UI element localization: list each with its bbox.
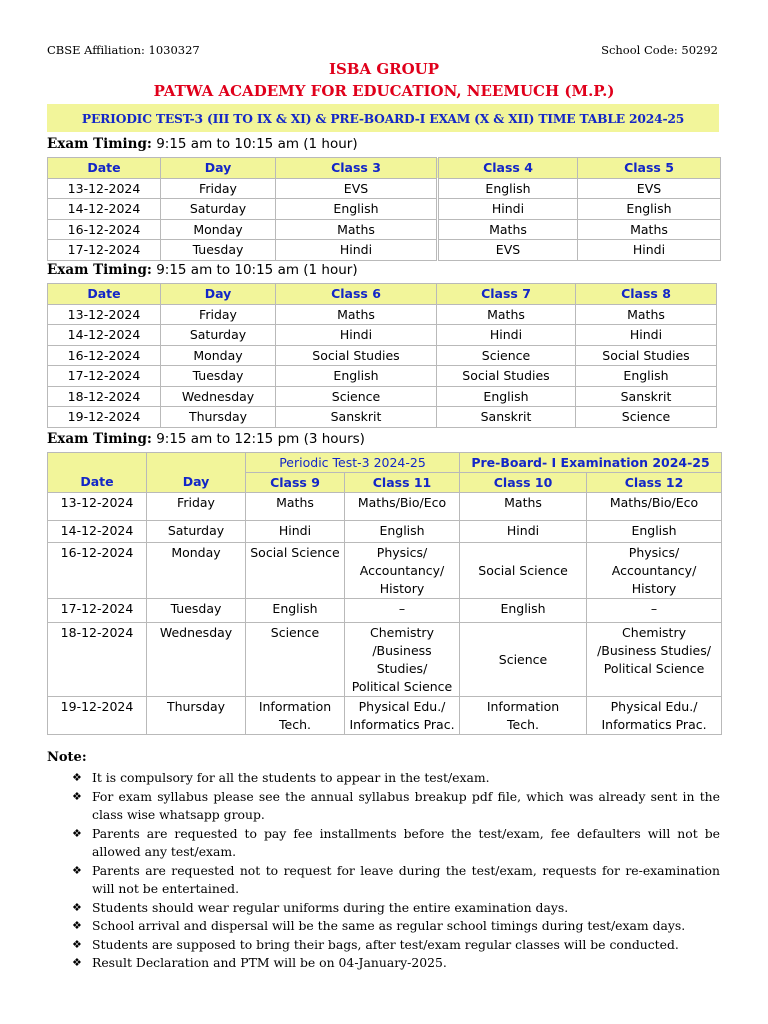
timetable-banner: PERIODIC TEST-3 (III TO IX & XI) & PRE-BOARD-I EXAM (X & XII) TIME TABLE 2024-25 bbox=[47, 104, 719, 132]
table-cell: English bbox=[460, 599, 587, 623]
note-text: Parents are requested not to request for leave during the test/exam, requests for re-examination will not be entertained. bbox=[92, 862, 720, 896]
note-text: Students should wear regular uniforms during the entire examination days. bbox=[92, 899, 569, 915]
table-cell: English bbox=[578, 199, 721, 220]
table-group-header-row bbox=[48, 453, 722, 473]
column-header: Day bbox=[161, 284, 276, 305]
table-cell: 13-12-2024 bbox=[48, 493, 147, 521]
table-row bbox=[48, 325, 717, 346]
table-cell: Saturday bbox=[161, 199, 276, 220]
column-header: Class 6 bbox=[276, 284, 437, 305]
table-cell: Science bbox=[437, 345, 576, 366]
bullet-icon: ❖ bbox=[72, 937, 82, 951]
table-cell: Hindi bbox=[438, 199, 578, 220]
table-row bbox=[48, 386, 717, 407]
list-item bbox=[72, 917, 720, 936]
exam-timing-value: 9:15 am to 12:15 pm (3 hours) bbox=[156, 431, 365, 447]
table-cell: Social Studies bbox=[276, 345, 437, 366]
table-row bbox=[48, 219, 721, 240]
column-header: Class 10 bbox=[460, 473, 587, 493]
table-cell: 19-12-2024 bbox=[48, 697, 147, 735]
table-row bbox=[48, 240, 721, 261]
table-cell: Hindi bbox=[276, 325, 437, 346]
table-row bbox=[48, 407, 717, 428]
timetable-classes-9-12 bbox=[47, 452, 722, 735]
exam-timing-label: Exam Timing: bbox=[47, 136, 152, 152]
table-cell: 14-12-2024 bbox=[48, 325, 161, 346]
table-cell: – bbox=[345, 599, 460, 623]
note-text: It is compulsory for all the students to appear in the test/exam. bbox=[92, 770, 490, 785]
table-cell: Monday bbox=[161, 345, 276, 366]
table-cell: Thursday bbox=[161, 407, 276, 428]
column-header: Day bbox=[161, 158, 276, 179]
table-cell: Information Tech. bbox=[460, 697, 587, 735]
table-cell: Maths bbox=[276, 219, 438, 240]
table-cell: Monday bbox=[147, 543, 246, 599]
table-cell: English bbox=[276, 366, 437, 387]
table-row bbox=[48, 599, 722, 623]
exam-timing-label: Exam Timing: bbox=[47, 431, 152, 447]
table-cell: Maths bbox=[576, 304, 717, 325]
table-cell: Wednesday bbox=[147, 623, 246, 697]
table-cell: English bbox=[576, 366, 717, 387]
table-cell: Physics/ Accountancy/ History bbox=[345, 543, 460, 599]
table-cell: English bbox=[587, 521, 722, 543]
group-header-pre-board: Pre-Board- I Examination 2024-25 bbox=[460, 453, 722, 473]
table-cell: Information Tech. bbox=[246, 697, 345, 735]
school-name: PATWA ACADEMY FOR EDUCATION, NEEMUCH (M.P.) bbox=[153, 82, 615, 100]
exam-timing-value: 9:15 am to 10:15 am (1 hour) bbox=[156, 262, 358, 278]
table-cell: 16-12-2024 bbox=[48, 543, 147, 599]
table-row bbox=[48, 345, 717, 366]
table-cell: Maths bbox=[246, 493, 345, 521]
table-cell: 16-12-2024 bbox=[48, 345, 161, 366]
note-text: Parents are requested to pay fee installments before the test/exam, fee defaulters will not be allowed any test/exam. bbox=[92, 825, 720, 859]
table-cell: Maths bbox=[578, 219, 721, 240]
column-header: Class 7 bbox=[437, 284, 576, 305]
table-row bbox=[48, 304, 717, 325]
table-cell: 18-12-2024 bbox=[48, 623, 147, 697]
table-cell: Hindi bbox=[460, 521, 587, 543]
school-code: School Code: 50292 bbox=[601, 43, 718, 57]
table-cell: Thursday bbox=[147, 697, 246, 735]
list-item bbox=[72, 936, 720, 955]
bullet-icon: ❖ bbox=[72, 919, 82, 932]
table-cell: Physical Edu./ Informatics Prac. bbox=[345, 697, 460, 735]
table-cell: 17-12-2024 bbox=[48, 366, 161, 387]
table-cell: Maths/Bio/Eco bbox=[587, 493, 722, 521]
exam-timing-3 bbox=[47, 431, 365, 447]
table-row bbox=[48, 521, 722, 543]
column-header: Day bbox=[147, 453, 246, 493]
table-cell: Social Studies bbox=[576, 345, 717, 366]
table-row bbox=[48, 199, 721, 220]
note-text: Students are supposed to bring their bags, after test/exam regular classes will be conducted. bbox=[92, 936, 679, 952]
table-cell: Sanskrit bbox=[276, 407, 437, 428]
table-cell: Tuesday bbox=[161, 366, 276, 387]
table-cell: Physical Edu./ Informatics Prac. bbox=[587, 697, 722, 735]
table-cell: Science bbox=[276, 386, 437, 407]
note-text: School arrival and dispersal will be the same as regular school timings during test/exam days. bbox=[92, 918, 686, 933]
column-header: Class 3 bbox=[276, 158, 438, 179]
table-cell: Social Studies bbox=[437, 366, 576, 387]
table-cell: 16-12-2024 bbox=[48, 219, 161, 240]
table-cell: English bbox=[246, 599, 345, 623]
exam-timing-value: 9:15 am to 10:15 am (1 hour) bbox=[156, 136, 358, 152]
column-header: Class 9 bbox=[246, 473, 345, 493]
column-header: Class 11 bbox=[345, 473, 460, 493]
table-cell: Tuesday bbox=[161, 240, 276, 261]
table-row bbox=[48, 697, 722, 735]
table-cell: Friday bbox=[161, 178, 276, 199]
note-text: For exam syllabus please see the annual syllabus breakup pdf file, which was already sent in the class wise whatsapp group. bbox=[92, 788, 720, 822]
group-header-periodic-test: Periodic Test-3 2024-25 bbox=[246, 453, 460, 473]
table-cell: Sanskrit bbox=[576, 386, 717, 407]
table-cell: Maths bbox=[276, 304, 437, 325]
table-cell: Maths/Bio/Eco bbox=[345, 493, 460, 521]
bullet-icon: ❖ bbox=[72, 863, 82, 877]
table-cell: Maths bbox=[438, 219, 578, 240]
table-cell: Science bbox=[460, 623, 587, 697]
timetable-classes-3-5 bbox=[47, 157, 721, 261]
table-cell: Hindi bbox=[437, 325, 576, 346]
list-item bbox=[72, 954, 720, 973]
table-cell: Hindi bbox=[246, 521, 345, 543]
table-cell: Friday bbox=[161, 304, 276, 325]
list-item bbox=[72, 769, 720, 788]
table-cell: – bbox=[587, 599, 722, 623]
table-cell: EVS bbox=[438, 240, 578, 261]
exam-timing-1 bbox=[47, 136, 358, 152]
table-cell: Monday bbox=[161, 219, 276, 240]
table-cell: Maths bbox=[437, 304, 576, 325]
cbse-affiliation: CBSE Affiliation: 1030327 bbox=[47, 43, 200, 57]
table-cell: Science bbox=[246, 623, 345, 697]
bullet-icon: ❖ bbox=[72, 771, 82, 784]
exam-timing-label: Exam Timing: bbox=[47, 262, 152, 278]
timetable-classes-6-8 bbox=[47, 283, 717, 428]
column-header: Class 4 bbox=[438, 158, 578, 179]
table-cell: 14-12-2024 bbox=[48, 521, 147, 543]
table-row bbox=[48, 543, 722, 599]
table-row bbox=[48, 366, 717, 387]
table-row bbox=[48, 623, 722, 697]
table-cell: Physics/ Accountancy/ History bbox=[587, 543, 722, 599]
table-cell: 13-12-2024 bbox=[48, 304, 161, 325]
table-cell: 13-12-2024 bbox=[48, 178, 161, 199]
table-cell: Chemistry /Business Studies/ Political Science bbox=[345, 623, 460, 697]
notes-list bbox=[72, 769, 720, 973]
table-cell: Friday bbox=[147, 493, 246, 521]
table-header-row bbox=[48, 284, 717, 305]
list-item bbox=[72, 825, 720, 862]
table-cell: Maths bbox=[460, 493, 587, 521]
table-cell: EVS bbox=[578, 178, 721, 199]
table-cell: English bbox=[438, 178, 578, 199]
notes-title: Note: bbox=[47, 750, 87, 765]
column-header: Date bbox=[48, 158, 161, 179]
table-cell: Hindi bbox=[276, 240, 438, 261]
table-cell: Chemistry /Business Studies/ Political Science bbox=[587, 623, 722, 697]
bullet-icon: ❖ bbox=[72, 826, 82, 840]
group-title: ISBA GROUP bbox=[328, 60, 440, 78]
table-cell: Tuesday bbox=[147, 599, 246, 623]
table-cell: 14-12-2024 bbox=[48, 199, 161, 220]
table-cell: EVS bbox=[276, 178, 438, 199]
list-item bbox=[72, 862, 720, 899]
table-cell: Hindi bbox=[576, 325, 717, 346]
bullet-icon: ❖ bbox=[72, 956, 82, 969]
table-cell: English bbox=[437, 386, 576, 407]
note-text: Result Declaration and PTM will be on 04-January-2025. bbox=[92, 955, 447, 970]
column-header: Class 12 bbox=[587, 473, 722, 493]
column-header: Class 5 bbox=[578, 158, 721, 179]
table-cell: Social Science bbox=[460, 543, 587, 599]
list-item bbox=[72, 788, 720, 825]
bullet-icon: ❖ bbox=[72, 900, 82, 914]
table-cell: 19-12-2024 bbox=[48, 407, 161, 428]
table-cell: 18-12-2024 bbox=[48, 386, 161, 407]
table-cell: Saturday bbox=[147, 521, 246, 543]
list-item bbox=[72, 899, 720, 918]
table-cell: Hindi bbox=[578, 240, 721, 261]
table-cell: Social Science bbox=[246, 543, 345, 599]
column-header: Class 8 bbox=[576, 284, 717, 305]
column-header: Date bbox=[48, 284, 161, 305]
exam-timing-2 bbox=[47, 262, 358, 278]
table-cell: 17-12-2024 bbox=[48, 240, 161, 261]
table-cell: Sanskrit bbox=[437, 407, 576, 428]
table-cell: English bbox=[345, 521, 460, 543]
table-cell: Wednesday bbox=[161, 386, 276, 407]
table-cell: 17-12-2024 bbox=[48, 599, 147, 623]
table-cell: English bbox=[276, 199, 438, 220]
table-cell: Science bbox=[576, 407, 717, 428]
column-header: Date bbox=[48, 453, 147, 493]
table-row bbox=[48, 493, 722, 521]
table-header-row bbox=[48, 158, 721, 179]
bullet-icon: ❖ bbox=[72, 789, 82, 803]
table-cell: Saturday bbox=[161, 325, 276, 346]
table-row bbox=[48, 178, 721, 199]
